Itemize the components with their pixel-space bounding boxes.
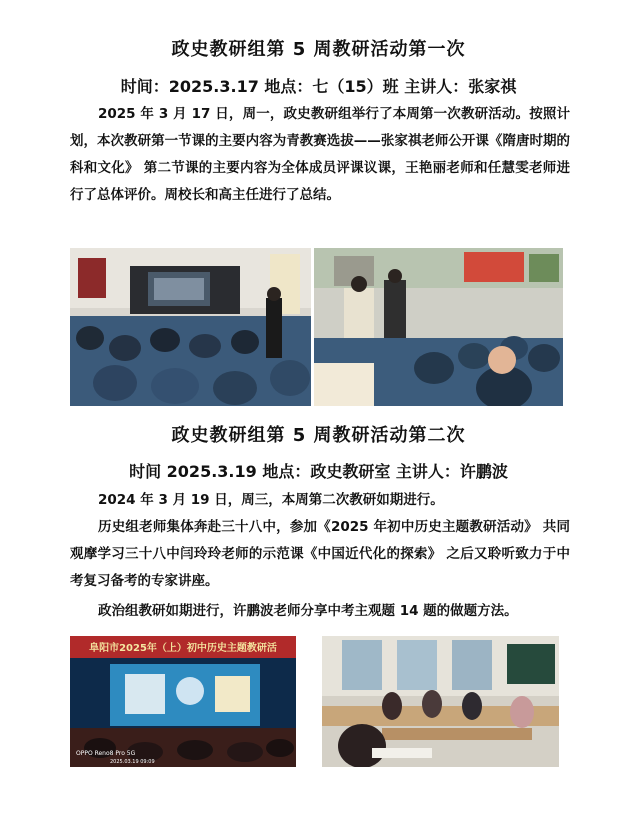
- meeting-room-photo: [322, 636, 559, 767]
- section1-title: 政史教研组第 5 周教研活动第一次: [171, 39, 466, 60]
- section1-body: 2025 年 3 月 17 日，周一，政史教研组举行了本周第一次教研活动。按照计划，本次教研第一节课的主要内容为青教赛选拔——张家祺老师公开课《隋唐时期的科和文化》 第二节课的主要内容为全体成员评课议课，王艳丽老师和任慧雯老师进行了总体评价。周校长和高主任进行了总结。: [70, 106, 570, 203]
- section2-paragraph-3: 政治组教研如期进行，许鹏波老师分享中考主观题 14 题的做题方法。: [98, 603, 518, 619]
- section2-meta: 时间 2025.3.19 地点：政史教研室 主讲人：许鹏波: [129, 462, 508, 481]
- section1-meta: 时间：2025.3.17 地点：七（15）班 主讲人：张家祺: [120, 77, 517, 96]
- camera-watermark-text: OPPO Reno8 Pro 5G: [76, 750, 136, 757]
- timestamp-watermark-text: 2025.03.19 09:09: [110, 759, 155, 765]
- classroom-photo-2: [314, 248, 563, 406]
- section2-title: 政史教研组第 5 周教研活动第二次: [171, 425, 466, 446]
- auditorium-photo: [70, 636, 296, 767]
- banner-text: 阜阳市2025年（上）初中历史主题教研活: [89, 643, 277, 654]
- classroom-photo-1: [70, 248, 311, 406]
- section2-paragraph-2: 历史组老师集体奔赴三十八中，参加《2025 年初中历史主题教研活动》 共同观摩学习三十八中闫玲玲老师的示范课《中国近代化的探索》 之后又聆听致力于中考复习备考的专家讲座。: [70, 519, 570, 589]
- section2-paragraph-1: 2024 年 3 月 19 日，周三，本周第二次教研如期进行。: [98, 492, 444, 508]
